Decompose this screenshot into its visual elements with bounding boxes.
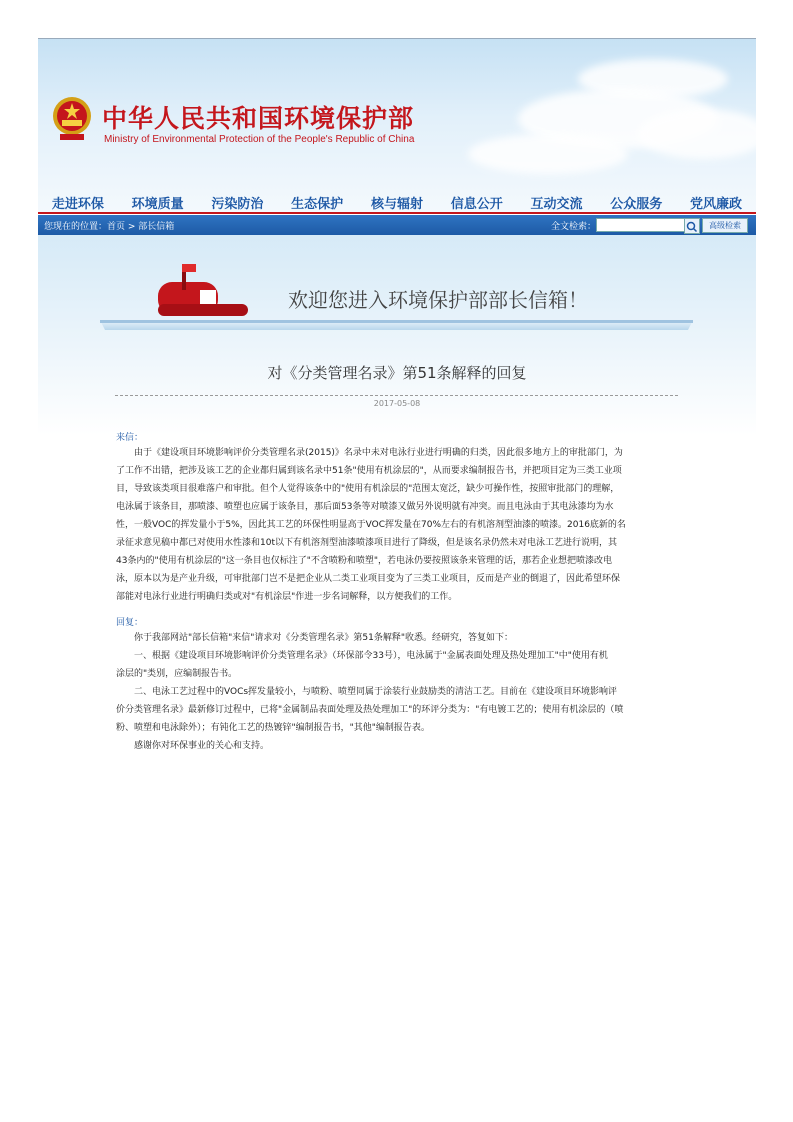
search-button[interactable] [684, 218, 700, 234]
letter-body [116, 444, 678, 606]
letter-line: 了工作不出错，把涉及该工艺的企业都归属到该名录中51条"使用有机涂层的"，从而要求编制报告书，并把项目定为三类工业项 [116, 466, 622, 476]
nav-item-nuclear[interactable]: 核与辐射 [370, 196, 423, 212]
reply-label: 回复： [116, 618, 144, 628]
page-frame [38, 38, 756, 778]
letter-line: 43条内的"使用有机涂层的"这一条目也仅标注了"不含喷粉和喷塑"，若电泳仍要按照该条来管理的话，那若企业想把喷漆改电 [116, 556, 613, 566]
nav-item-info[interactable]: 信息公开 [450, 196, 503, 212]
nav-item-about[interactable]: 走进环保 [51, 196, 104, 212]
letter-line: 电泳属于该条目，那喷漆、喷塑也应属于该条目，那后面53条等对喷漆又做另外说明就有冲突。而且电泳由于其电泳漆均为水 [116, 502, 614, 512]
nav-item-integrity[interactable]: 党风廉政 [690, 196, 743, 212]
national-emblem-icon [50, 94, 94, 142]
letter-line: 部能对电泳行业进行明确归类或对"有机涂层"作进一步名词解释，以方便我们的工作。 [116, 592, 458, 602]
mailbox-icon [158, 264, 248, 316]
reply-body [116, 629, 678, 755]
reply-line: 你于我部网站"部长信箱"来信"请求对《分类管理名录》第51条解释"收悉。经研究，答复如下： [116, 633, 514, 643]
search-icon [685, 220, 699, 234]
main-nav [38, 191, 756, 213]
search-input[interactable] [596, 218, 688, 232]
reply-line: 二、电泳工艺过程中的VOCs挥发量较小，与喷粉、喷塑同属于涂装行业鼓励类的清洁工艺。目前在《建设项目环境影响评 [116, 687, 618, 697]
nav-item-ecology[interactable]: 生态保护 [291, 196, 344, 212]
letter-line: 泳，原本以为是产业升级，可审批部门岂不是把企业从二类工业项目变为了三类工业项目，反而是产业的倒退了，因此希望环保 [116, 574, 621, 584]
letter-line: 性，一般VOC的挥发量小于5%，因此其工艺的环保性明显高于VOC挥发量在70%左右的有机溶剂型油漆的喷漆。2016底新的名 [116, 520, 626, 530]
nav-divider [38, 212, 756, 214]
breadcrumb[interactable]: 您现在的位置：首页 > 部长信箱 [44, 222, 175, 232]
site-name[interactable]: 中华人民共和国环境保护部 [102, 104, 415, 133]
banner-text: 欢迎您进入环境保护部部长信箱！ [288, 288, 588, 312]
letter-line: 目，导致该类项目很难落户和审批。但个人觉得该条中的"使用有机涂层的"范围太宽泛，缺少可操作性，按照审批部门的理解， [116, 484, 620, 494]
letter-line: 由于《建设项目环境影响评价分类管理名录(2015)》名录中未对电泳行业进行明确的归类，因此很多地方上的审批部门，为 [116, 448, 623, 458]
nav-item-quality[interactable]: 环境质量 [131, 196, 184, 212]
advanced-search-button[interactable]: 高级检索 [702, 218, 748, 233]
letter-line: 录征求意见稿中都已对使用水性漆和10t以下有机溶剂型油漆喷漆项目进行了降级，但是该名录仍然未对电泳工艺进行说明，其 [116, 538, 617, 548]
reply-line: 感谢你对环保事业的关心和支持。 [116, 741, 270, 751]
reply-line: 涂层的"类别，应编制报告书。 [116, 669, 238, 679]
breadcrumb-bar [38, 215, 756, 235]
nav-item-interaction[interactable]: 互动交流 [530, 196, 583, 212]
page-title: 对《分类管理名录》第51条解释的回复 [267, 364, 527, 382]
nav-item-service[interactable]: 公众服务 [610, 196, 663, 212]
title-divider [115, 395, 678, 396]
publish-date: 2017-05-08 [373, 399, 421, 408]
search-label: 全文检索： [551, 222, 597, 232]
reply-line: 一、根据《建设项目环境影响评价分类管理名录》（环保部令33号），电泳属于"金属表面处理及热处理加工"中"使用有机 [116, 651, 608, 661]
site-name-en: Ministry of Environmental Protection of the People's Republic of China [104, 134, 415, 145]
reply-line: 粉、喷塑和电泳除外）；有钝化工艺的热镀锌"编制报告书，"其他"编制报告表。 [116, 723, 430, 733]
reply-line: 价分类管理名录》最新修订过程中，已将"金属制品表面处理及热处理加工"的环评分类为："有电镀工艺的；使用有机涂层的（喷 [116, 705, 624, 715]
site-header [38, 38, 756, 214]
letter-label: 来信： [116, 433, 144, 443]
nav-item-pollution[interactable]: 污染防治 [211, 196, 264, 212]
